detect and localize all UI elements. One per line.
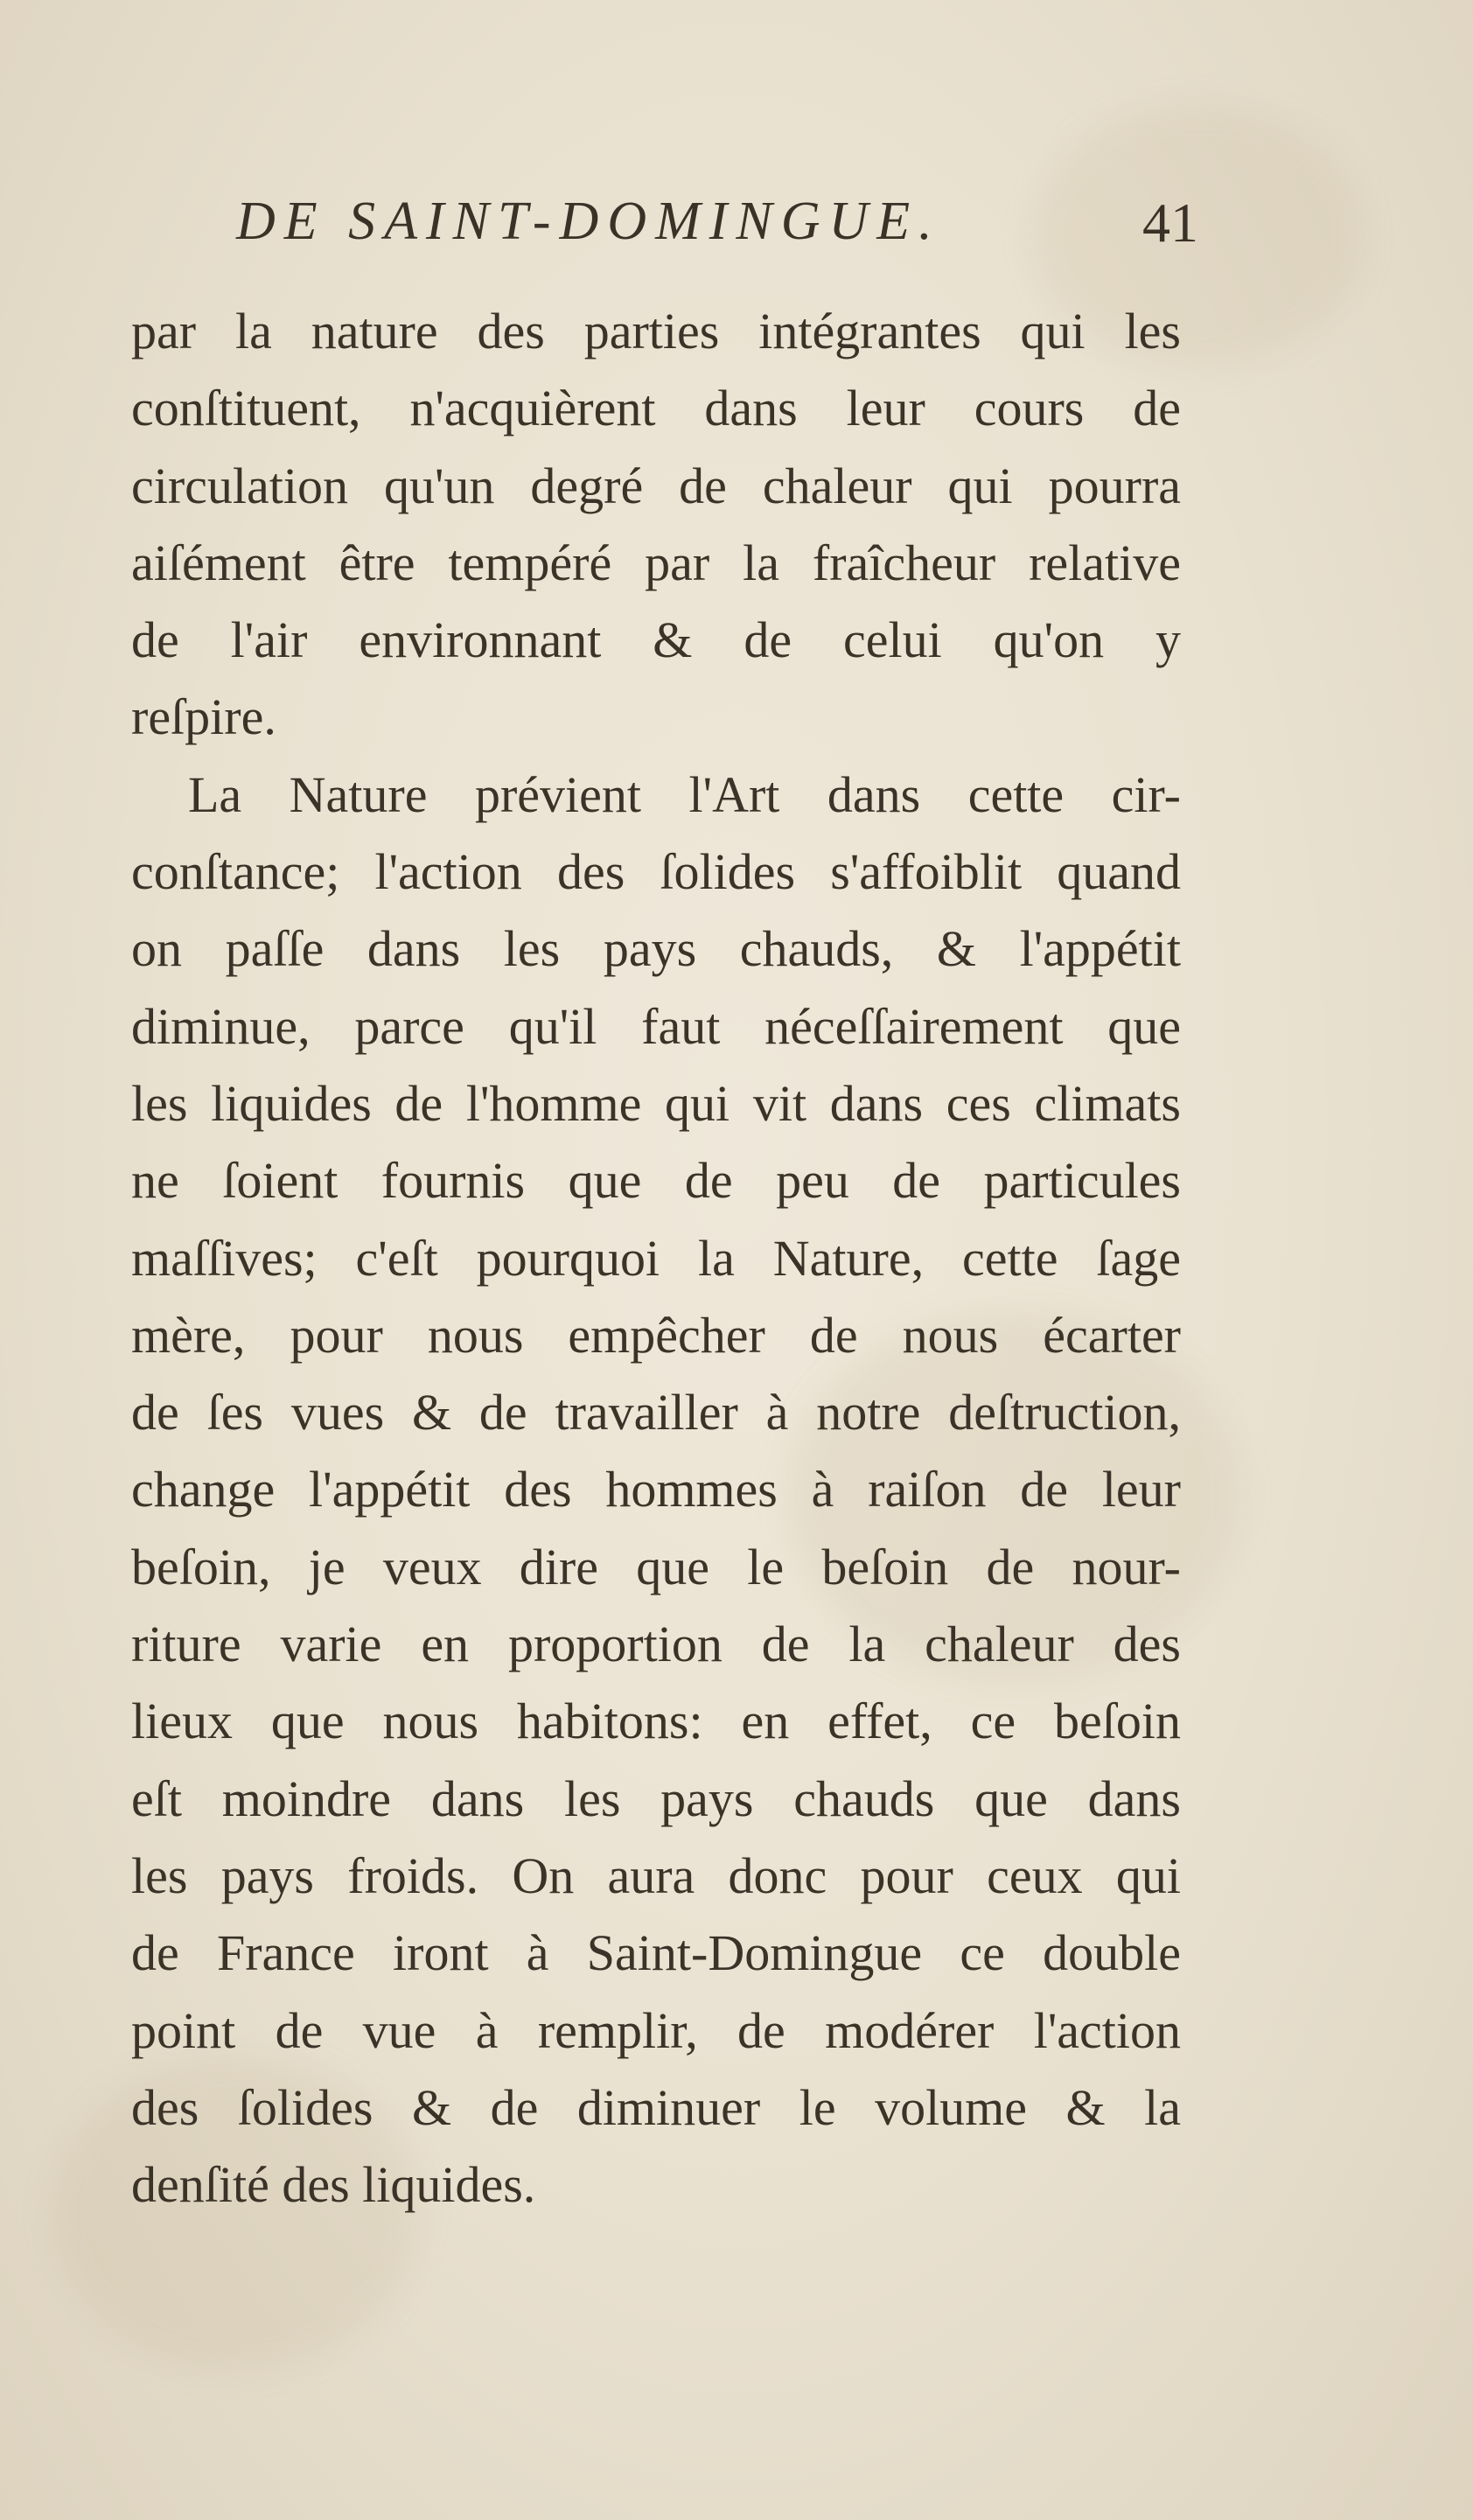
- text-line: riture varie en proportion de la chaleur des: [131, 1616, 1181, 1673]
- text-line: change l'appétit des hommes à raiſon de leur: [131, 1461, 1181, 1518]
- body-text: [131, 293, 1181, 2223]
- text-line: circulation qu'un degré de chaleur qui pourra: [131, 457, 1181, 514]
- text-line: de France iront à Saint-Domingue ce double: [131, 1924, 1181, 1982]
- text-line: conſtance; l'action des ſolides s'affoiblit quand: [131, 843, 1181, 901]
- text-line: on paſſe dans les pays chauds, & l'appétit: [131, 920, 1181, 978]
- text-line: reſpire.: [131, 688, 276, 746]
- running-title: DE SAINT-DOMINGUE.: [236, 192, 941, 251]
- text-line: La Nature prévient l'Art dans cette cir-: [188, 765, 1181, 823]
- page-number: 41: [1142, 192, 1198, 254]
- text-line: les liquides de l'homme qui vit dans ces climats: [131, 1074, 1181, 1132]
- text-line: de ſes vues & de travailler à notre deſtruction,: [131, 1384, 1181, 1441]
- paragraph-1: [131, 293, 1181, 757]
- text-line: eſt moindre dans les pays chauds que dans: [131, 1770, 1181, 1827]
- text-line: conſtituent, n'acquièrent dans leur cours de: [131, 380, 1181, 437]
- text-line: aiſément être tempéré par la fraîcheur relative: [131, 534, 1181, 591]
- text-line: mère, pour nous empêcher de nous écarter: [131, 1306, 1181, 1364]
- text-line: par la nature des parties intégrantes qui les: [131, 303, 1181, 360]
- text-line: denſité des liquides.: [131, 2156, 536, 2214]
- text-line: beſoin, je veux dire que le beſoin de nour-: [131, 1538, 1181, 1595]
- text-line: de l'air environnant & de celui qu'on y: [131, 611, 1181, 669]
- running-head: [236, 191, 1233, 269]
- text-line: lieux que nous habitons: en effet, ce beſoin: [131, 1693, 1181, 1750]
- text-line: les pays froids. On aura donc pour ceux qui: [131, 1846, 1181, 1904]
- text-line: des ſolides & de diminuer le volume & la: [131, 2078, 1181, 2136]
- paragraph-2: [131, 757, 1181, 2224]
- text-line: point de vue à remplir, de modérer l'action: [131, 2001, 1181, 2059]
- text-line: maſſives; c'eſt pourquoi la Nature, cette ſage: [131, 1229, 1181, 1287]
- text-line: ne ſoient fournis que de peu de particules: [131, 1152, 1181, 1210]
- text-line: diminue, parce qu'il faut néceſſairement que: [131, 997, 1181, 1055]
